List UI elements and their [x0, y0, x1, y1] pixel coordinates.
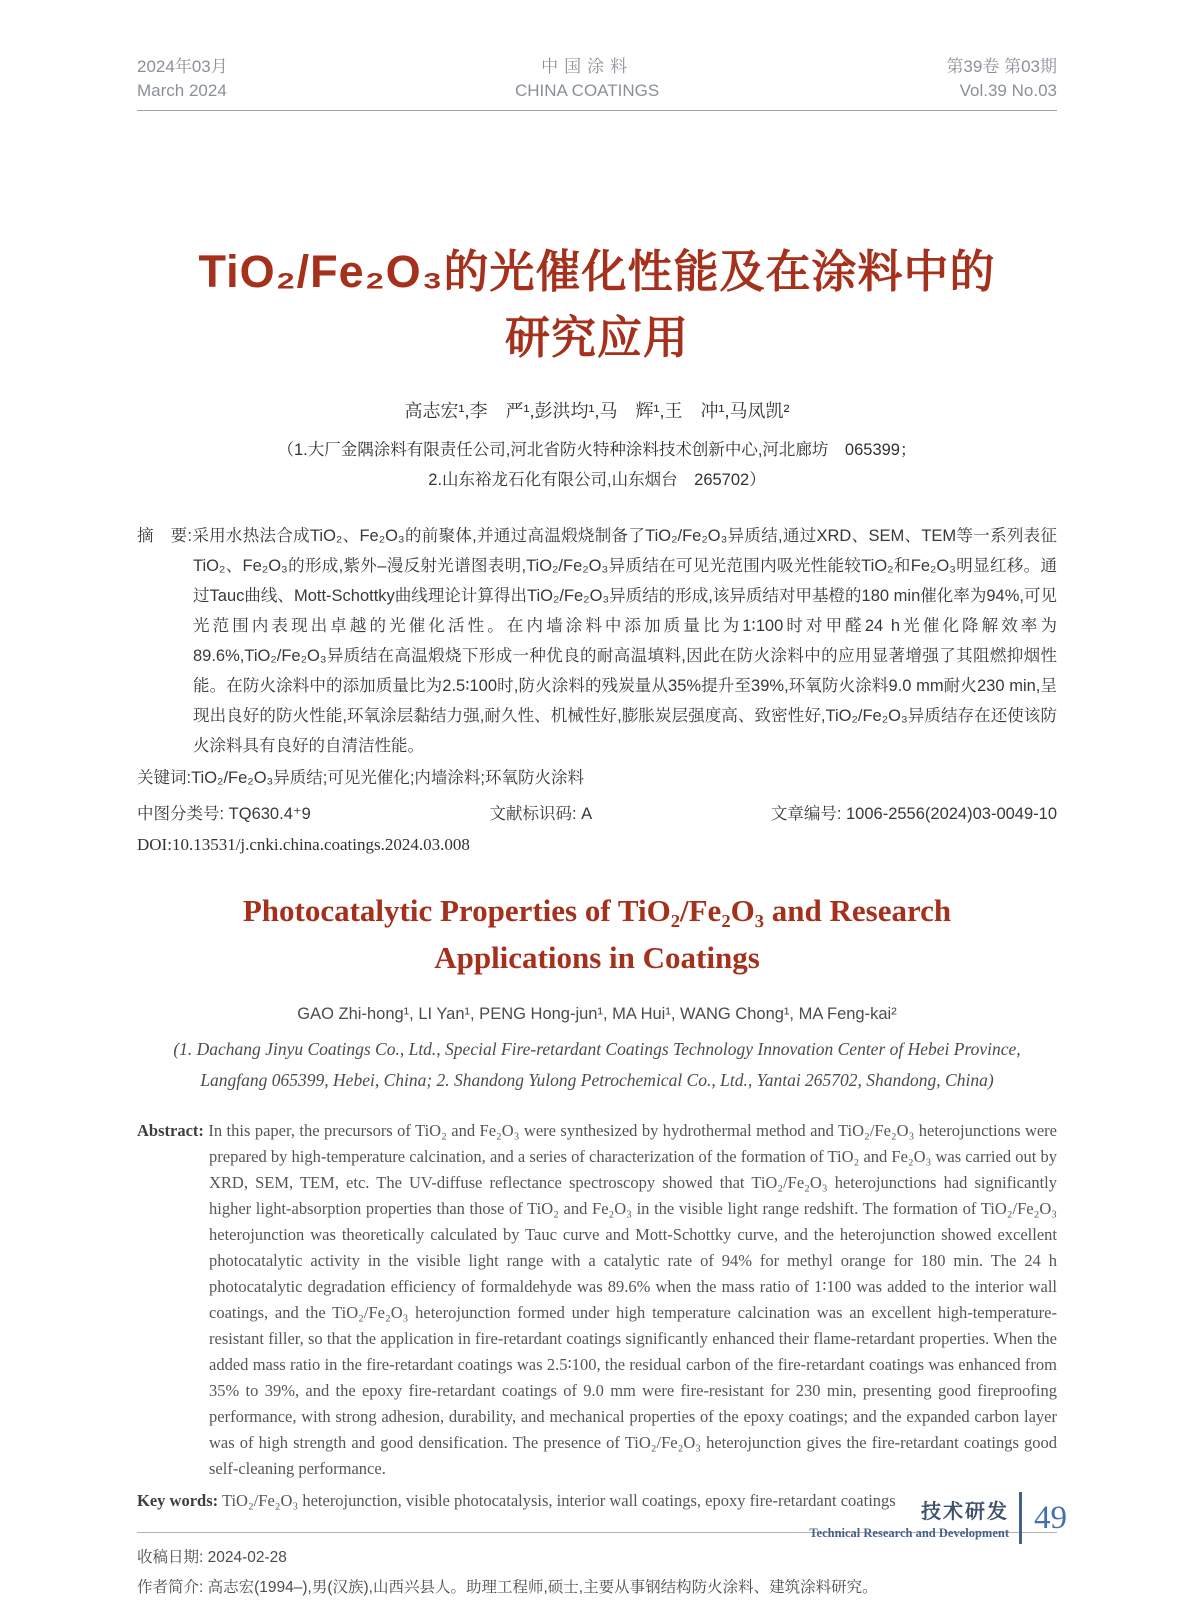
author-bio: 作者简介: 高志宏(1994–),男(汉族),山西兴县人。助理工程师,硕士,主要从事钢结构防火涂料、建筑涂料研究。: [137, 1579, 878, 1596]
article-id: 文章编号: 1006-2556(2024)03-0049-10: [770, 805, 1057, 823]
clc-number: 中图分类号: TQ630.4⁺9: [137, 805, 311, 823]
keywords-cn-label: 关键词:: [137, 769, 192, 787]
article-title-cn: [137, 239, 1057, 371]
keywords-cn: [137, 763, 1057, 793]
affiliation-en-line2: Langfang 065399, Hebei, China; 2. Shandong Yulong Petrochemical Co., Ltd., Yantai 265702, Shandong, China): [200, 1070, 994, 1090]
header-issue: [946, 55, 1057, 103]
keywords-en-text: TiO₂/Fe₂O₃ heterojunction, visible photocatalysis, interior wall coatings, epoxy fire-retardant coatings: [221, 1491, 896, 1510]
meta-row: [137, 799, 1057, 829]
section-name-en: Technical Research and Development: [809, 1526, 1009, 1540]
header-date-cn: 2024年03月: [137, 57, 228, 76]
authors-en: GAO Zhi-hong¹, LI Yan¹, PENG Hong-jun¹, MA Hui¹, WANG Chong¹, MA Feng-kai²: [297, 1005, 897, 1023]
article-title-en: [137, 887, 1057, 981]
abstract-en: [137, 1118, 1057, 1482]
section-name-cn: 技术研发: [921, 1501, 1009, 1523]
section-names: [809, 1495, 1019, 1541]
affiliation-cn-line2: 2.山东裕龙石化有限公司,山东烟台 265702）: [428, 471, 766, 489]
abstract-en-label: Abstract:: [137, 1121, 204, 1140]
article-title-cn-line1: TiO₂/Fe₂O₃的光催化性能及在涂料中的: [198, 246, 996, 297]
abstract-cn-label: 摘 要:: [137, 527, 193, 545]
affiliation-en-line1: (1. Dachang Jinyu Coatings Co., Ltd., Special Fire-retardant Coatings Technology Innovation Center of Hebei Province,: [173, 1039, 1021, 1059]
affiliations-en: [137, 1034, 1057, 1096]
journal-header: [137, 55, 1057, 111]
article-title-en-line1: Photocatalytic Properties of TiO₂/Fe₂O₃ and Research: [242, 893, 952, 928]
header-date-en: March 2024: [137, 81, 227, 100]
header-issue-en: Vol.39 No.03: [959, 81, 1057, 100]
abstract-en-text: In this paper, the precursors of TiO₂ and Fe₂O₃ were synthesized by hydrothermal method and TiO₂/Fe₂O₃ heterojunctions were prepared by high-temperature calcination, and a series of characterization of the formation of TiO₂ and Fe₂O₃ was carried out by XRD, SEM, TEM, etc. The UV-diffuse reflectance spectroscopy showed that TiO₂/Fe₂O₃ heterojunctions had significantly higher light-absorption properties than those of TiO₂ and Fe₂O₃ in the visible light range redshift. The formation of TiO₂/Fe₂O₃ heterojunction was theoretically calculated by Tauc curve and Mott-Schottky curve, and the heterojunction showed excellent photocatalytic activity in the visible light range with a catalytic rate of 94% for methyl orange for 180 min. The 24 h photocatalytic degradation efficiency of formaldehyde was 89.6% when the mass ratio of 1∶100 was added to the interior wall coatings, and the TiO₂/Fe₂O₃ heterojunction formed under high temperature calcination was an excellent high-temperature-resistant filler, so that the application in fire-retardant coatings significantly enhanced their flame-retardant properties. When the added mass ratio in the fire-retardant coatings was 2.5∶100, the residual carbon of the fire-retardant coatings was enhanced from 35% to 39%, and the epoxy fire-retardant coatings of 9.0 mm were fire-resistant for 230 min, presenting good fireproofing performance, with strong adhesion, durability, and mechanical properties of the epoxy coatings; and the expanded carbon layer was of high strength and good densification. The presence of TiO₂/Fe₂O₃ heterojunction gives the fire-retardant coatings good self-cleaning performance.: [208, 1121, 1057, 1478]
article-title-cn-line2: 研究应用: [504, 312, 689, 363]
affiliations-cn: [137, 435, 1057, 495]
keywords-en-label: Key words:: [137, 1491, 219, 1510]
article-title-en-line2: Applications in Coatings: [434, 940, 760, 975]
received-date: 收稿日期: 2024-02-28: [137, 1549, 287, 1566]
header-journal-en: CHINA COATINGS: [514, 81, 660, 100]
doi: DOI:10.13531/j.cnki.china.coatings.2024.03.008: [137, 835, 470, 854]
header-journal-cn: 中国涂料: [541, 57, 634, 76]
abstract-cn: [137, 521, 1057, 761]
authors-cn: 高志宏¹,李 严¹,彭洪均¹,马 辉¹,王 冲¹,马凤凯²: [404, 401, 790, 421]
abstract-cn-text: 采用水热法合成TiO₂、Fe₂O₃的前聚体,并通过高温煅烧制备了TiO₂/Fe₂O₃异质结,通过XRD、SEM、TEM等一系列表征TiO₂、Fe₂O₃的形成,紫外–漫反射光谱图表明,TiO₂/Fe₂O₃异质结在可见光范围内吸光性能较TiO₂和Fe₂O₃明显红移。通过Tauc曲线、Mott-Schottky曲线理论计算得出TiO₂/Fe₂O₃异质结的形成,该异质结对甲基橙的180 min催化率为94%,可见光范围内表现出卓越的光催化活性。在内墙涂料中添加质量比为1∶100时对甲醛24 h光催化降解效率为89.6%,TiO₂/Fe₂O₃异质结在高温煅烧下形成一种优良的耐高温填料,因此在防火涂料中的应用显著增强了其阻燃抑烟性能。在防火涂料中的添加质量比为2.5∶100时,防火涂料的残炭量从35%提升至39%,环氧防火涂料9.0 mm耐火230 min,呈现出良好的防火性能,环氧涂层黏结力强,耐久性、机械性好,膨胀炭层强度高、致密性好,TiO₂/Fe₂O₃异质结存在还使该防火涂料具有良好的自清洁性能。: [192, 527, 1057, 755]
document-code: 文献标识码: A: [489, 805, 593, 823]
header-date: [137, 55, 228, 103]
header-issue-cn: 第39卷 第03期: [946, 57, 1057, 76]
header-journal: [515, 55, 659, 103]
keywords-cn-text: TiO₂/Fe₂O₃异质结;可见光催化;内墙涂料;环氧防火涂料: [191, 769, 585, 787]
section-page-tag: [809, 1492, 1067, 1544]
page-number: 49: [1034, 1499, 1067, 1536]
affiliation-cn-line1: （1.大厂金隅涂料有限责任公司,河北省防火特种涂料技术创新中心,河北廊坊 065399；: [277, 441, 917, 459]
